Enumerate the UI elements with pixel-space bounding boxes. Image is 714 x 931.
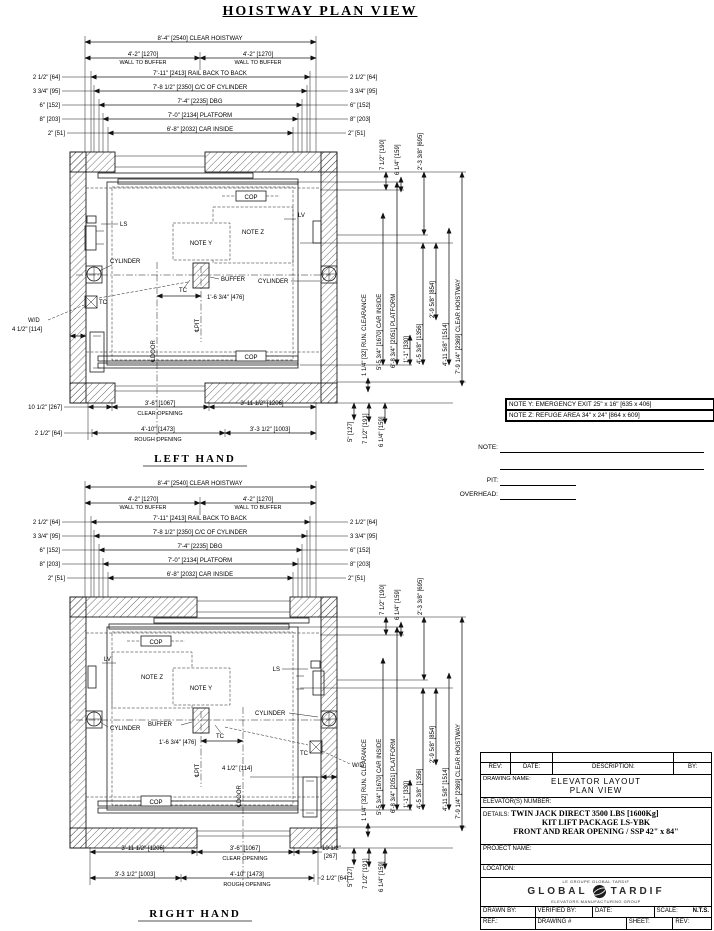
details-line-1: TWIN JACK DIRECT 3500 LBS [1600Kg] (510, 809, 659, 818)
buffer-dim: 1'-6 3/4" [476] (207, 295, 244, 301)
signatures-row (481, 907, 711, 918)
scale-label: SCALE: (656, 908, 678, 914)
date-label: DATE: (593, 907, 654, 917)
project-name-row (481, 845, 711, 865)
dim-label: WALL TO BUFFER (119, 505, 167, 511)
elevator-number-label: ELEVATOR(S) NUMBER: (483, 799, 552, 805)
dim-label: 2'-9 5/8" [854] (430, 281, 436, 318)
note-z-label: NOTE Z (242, 230, 264, 236)
drawn-by-label: DRAWN BY: (481, 907, 536, 917)
dim-label: 3'-3 1/2" [1003] (114, 872, 156, 878)
ls-label: LS (120, 222, 128, 228)
cop-panels (222, 191, 280, 361)
project-name-label: PROJECT NAME: (483, 846, 532, 852)
dim-label: 7'-4" [2235] DBG (177, 544, 223, 550)
dim-label: 3'-11 1/2" [1206] (121, 846, 165, 852)
right-hand-plan-drawing (0, 475, 470, 931)
dim-label: 3'-3 1/2" [1003] (249, 427, 291, 433)
dim-label: 7 1/2" [191] (363, 858, 369, 889)
wd-label: W/D (28, 318, 40, 324)
pit-centerline-label: ℄PIT (195, 318, 201, 332)
dim-label: WALL TO BUFFER (234, 60, 282, 66)
logo-bottom-text: ELEVATORS MANUFACTURING GROUP (551, 899, 641, 904)
elevator-number-row (481, 798, 711, 808)
cop-label: COP (244, 195, 258, 201)
cylinder-label: CYLINDER (110, 259, 141, 265)
lv-label: LV (104, 657, 111, 663)
dim-label: 4'-2" [1270] (127, 52, 159, 58)
cylinder-label: CYLINDER (258, 279, 289, 285)
wd-label: W/D (352, 763, 364, 769)
wd-dim: 4 1/2" [114] (12, 327, 43, 333)
bottom-dimensions (28, 401, 316, 443)
date-header: DATE: (511, 763, 554, 774)
tc-label: TC (99, 300, 107, 306)
pit-centerline-label: ℄PIT (195, 763, 201, 777)
dim-label: 4'-5 3/8" [1356] (417, 768, 423, 809)
dim-label: 8" [203] (39, 562, 60, 568)
overhead-field-label: OVERHEAD: (459, 491, 498, 498)
revision-empty-row (481, 753, 711, 763)
dim-label: 7'-11" [2413] RAIL BACK TO BACK (153, 516, 247, 522)
dim-label: 2" [51] (47, 131, 65, 137)
note-field-line-2 (500, 461, 704, 470)
note-y-text: NOTE Y: EMERGENCY EXIT 25" x 16" [635 x 406] (506, 399, 714, 410)
dim-label: 3 3/4" [95] (32, 534, 60, 540)
dim-label: 7'-8 1/2" [2350] C/C OF CYLINDER (152, 85, 248, 91)
dim-label: 6" [152] (350, 548, 371, 554)
tc-label: TC (179, 288, 187, 294)
dim-label: 6'-8" [2032] CAR INSIDE (166, 572, 234, 578)
dim-label: 5'-5 3/4" [1670] CAR INSIDE (377, 293, 383, 370)
note-y-label: NOTE Y (189, 686, 213, 692)
dim-label: 2" [51] (348, 576, 366, 582)
dim-label: 7 1/2" [191] (363, 413, 369, 444)
verified-by-label: VERIFIED BY: (536, 907, 594, 917)
logo-row (481, 878, 711, 907)
note-field-line-1 (500, 444, 704, 453)
dim-label: 6 1/4" [159] (379, 416, 385, 447)
description-header: DESCRIPTION: (553, 763, 674, 774)
dim-label: 8'-4" [2540] CLEAR HOISTWAY (157, 481, 243, 487)
buffer-dim: 1'-6 3/4" [476] (159, 740, 196, 746)
dim-label: 6" [152] (350, 103, 371, 109)
lv-label: LV (298, 213, 305, 219)
dim-label: 1'-1" [330] (404, 336, 410, 363)
dim-label: 7'-0" [2134] PLATFORM (167, 113, 233, 119)
cop-label: COP (149, 800, 163, 806)
dim-label: 2 1/2" [64] (32, 75, 60, 81)
scale-value: N.T.S. (692, 908, 709, 914)
dim-label: 8" [203] (39, 117, 60, 123)
dim-label: 1 1/4" [32] RUN. CLEARANCE (362, 739, 368, 821)
dim-label: 2'-3 3/8" [695] (418, 133, 424, 170)
notes-box (505, 398, 714, 422)
dim-label: 2'-9 5/8" [854] (430, 726, 436, 763)
rev-label: REV: (675, 919, 690, 925)
dim-label: 6'-8" [2032] CAR INSIDE (166, 127, 234, 133)
revision-header-row (481, 763, 711, 775)
dim-label: 2 1/2" [64] (34, 431, 62, 437)
dim-label: 6 1/4" [159] (379, 861, 385, 892)
dim-label: 3 3/4" [95] (32, 89, 60, 95)
dim-label: 5'-5 3/4" [1670] CAR INSIDE (377, 738, 383, 815)
reference-row (481, 918, 711, 930)
cop-label: COP (244, 355, 258, 361)
door-centerline-label: ℄DOOR (151, 340, 157, 362)
location-row (481, 865, 711, 878)
dim-label: [267] (324, 854, 338, 860)
title-block (480, 752, 712, 930)
page-title: HOISTWAY PLAN VIEW (222, 4, 418, 19)
logo-word-tardif: TARDIF (610, 886, 665, 897)
dim-label: 7'-0" [2134] PLATFORM (167, 558, 233, 564)
right-hand-caption: RIGHT HAND (149, 908, 241, 920)
wd-dim: 4 1/2" [114] (222, 766, 253, 772)
note-areas (173, 207, 293, 263)
dim-label: 7'-9 1/4" [2369] CLEAR HOISTWAY (456, 279, 462, 374)
dim-label: 4'-11 5/8" [1514] (443, 322, 449, 366)
logo-word-global: GLOBAL (527, 886, 588, 897)
left-hand-caption: LEFT HAND (154, 453, 236, 465)
dim-label: 5" [127] (348, 866, 354, 887)
location-label: LOCATION: (483, 866, 515, 872)
dim-label: 8" [203] (350, 562, 371, 568)
dim-label: 7'-11" [2413] RAIL BACK TO BACK (153, 71, 247, 77)
dim-label: CLEAR OPENING (137, 411, 183, 417)
dim-label: 10 1/2" [267] (28, 405, 62, 411)
pit-field-line (500, 477, 576, 486)
dim-label: 6" [152] (39, 548, 60, 554)
dim-label: 2 1/2" [64] (32, 520, 60, 526)
dim-label: 4'-2" [1270] (242, 497, 274, 503)
dim-label: 7 1/2" [190] (380, 139, 386, 170)
drawing-name-row (481, 775, 711, 798)
note-field-label: NOTE: (478, 444, 498, 451)
dim-label: 2" [51] (47, 576, 65, 582)
dim-label: 7'-9 1/4" [2369] CLEAR HOISTWAY (456, 724, 462, 819)
tc-label: TC (216, 734, 224, 740)
dim-label: CLEAR OPENING (222, 856, 268, 862)
note-z-text: NOTE Z: REFUGE AREA 34" x 24" [864 x 609] (506, 410, 714, 421)
ls-label: LS (272, 667, 280, 673)
dim-label: 2 1/2" [64] (350, 520, 378, 526)
dim-label: 2'-3 3/8" [695] (418, 578, 424, 615)
cop-label: COP (149, 640, 163, 646)
dim-label: 4'-10" [1473] (230, 872, 264, 878)
note-areas (112, 652, 230, 708)
dim-label: ROUGH OPENING (134, 437, 182, 443)
details-line-3: FRONT AND REAR OPENING / SSP 42" x 84" (513, 827, 679, 836)
bottom-dimensions (90, 846, 348, 888)
cylinder-label: CYLINDER (110, 726, 141, 732)
dim-label: 8" [203] (350, 117, 371, 123)
dim-label: 10 1/2" (322, 846, 341, 852)
buffer-label: BUFFER (148, 722, 172, 728)
pit-field-label: PIT: (486, 477, 498, 484)
dim-label: 7'-4" [2235] DBG (177, 99, 223, 105)
overhead-field-line (500, 491, 576, 500)
dim-label: WALL TO BUFFER (234, 505, 282, 511)
cop-panels (127, 636, 185, 806)
dim-label: 2" [51] (348, 131, 366, 137)
details-line-2: KIT LIFT PACKAGE LS-YBK (541, 818, 651, 827)
dim-label: 1 1/4" [32] RUN. CLEARANCE (362, 294, 368, 376)
dim-label: WALL TO BUFFER (119, 60, 167, 66)
globe-icon (592, 884, 607, 899)
dim-label: 6 1/4" [159] (395, 589, 401, 620)
dim-label: 6" [152] (39, 103, 60, 109)
drawing-name-line-2: PLAN VIEW (569, 786, 623, 795)
dim-label: 4'-2" [1270] (127, 497, 159, 503)
dim-label: 6 1/4" [159] (395, 144, 401, 175)
drawing-number-label: DRAWING # (536, 918, 627, 930)
dim-label: 4'-5 3/8" [1356] (417, 323, 423, 364)
dim-label: 7'-8 1/2" [2350] C/C OF CYLINDER (152, 530, 248, 536)
dim-label: 3 3/4" [95] (350, 89, 378, 95)
dim-label: 3'-11 1/2" [1206] (240, 401, 284, 407)
dim-label: 3'-6" [1067] (229, 846, 261, 852)
drawing-name-label: DRAWING NAME: (483, 776, 531, 782)
buffer-label: BUFFER (221, 277, 245, 283)
dim-label: 5" [127] (348, 421, 354, 442)
note-z-label: NOTE Z (141, 675, 163, 681)
dim-label: 8'-4" [2540] CLEAR HOISTWAY (157, 36, 243, 42)
details-row (481, 808, 711, 845)
dim-label: 4'-11 5/8" [1514] (443, 767, 449, 811)
sheet-label: SHEET: (627, 918, 674, 930)
dim-label: 3 3/4" [95] (350, 534, 378, 540)
dim-label: 6'-8 3/4" [2051] PLATFORM (391, 738, 397, 813)
cylinder-label: CYLINDER (255, 711, 286, 717)
logo-top-text: LE GROUPE GLOBAL TARDIF (562, 879, 630, 884)
dim-label: 6'-8 3/4" [2051] PLATFORM (391, 293, 397, 368)
top-dimensions (33, 36, 378, 152)
dim-label: 1'-1" [330] (404, 781, 410, 808)
rev-header: REV: (481, 763, 511, 774)
top-dimensions (33, 481, 378, 597)
dim-label: 3'-6" [1067] (144, 401, 176, 407)
dim-label: 4'-2" [1270] (242, 52, 274, 58)
note-y-label: NOTE Y (189, 241, 213, 247)
details-label: DETAILS: (483, 812, 510, 818)
ref-label: REF.: (481, 918, 536, 930)
door-centerline-label: ℄DOOR (237, 785, 243, 807)
drawing-name-line-1: ELEVATOR LAYOUT (551, 777, 641, 786)
by-header: BY: (687, 764, 698, 770)
left-hand-plan-drawing (0, 30, 470, 476)
tc-label: TC (300, 751, 308, 757)
dim-label: 2 1/2" [64] (350, 75, 378, 81)
dim-label: 7 1/2" [190] (380, 584, 386, 615)
dim-label: 4'-10" [1473] (141, 427, 175, 433)
dim-label: 2 1/2" [64] (321, 876, 349, 882)
dim-label: ROUGH OPENING (223, 882, 271, 888)
